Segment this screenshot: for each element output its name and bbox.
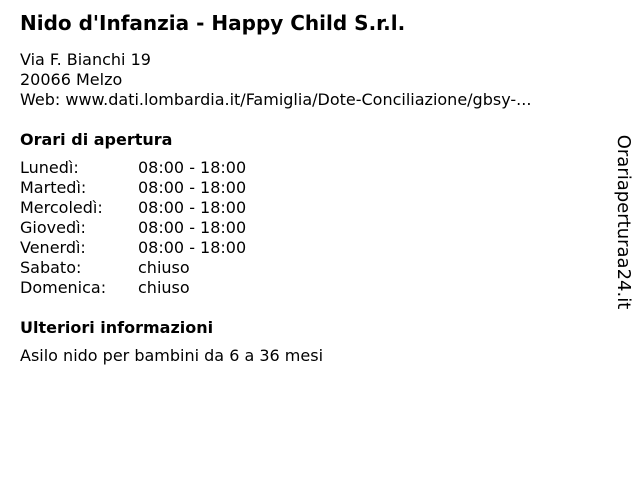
hours-row-sunday: [20, 278, 600, 298]
more-info-heading: Ulteriori informazioni: [20, 318, 214, 337]
opening-hours-table: [20, 158, 600, 298]
hours-row-friday: [20, 238, 600, 258]
more-info-text: Asilo nido per bambini da 6 a 36 mesi: [20, 346, 324, 365]
hours-row-tuesday: [20, 178, 600, 198]
day-label: Lunedì:: [20, 158, 79, 177]
day-label: Venerdì:: [20, 238, 86, 257]
time-value: 08:00 - 18:00: [138, 178, 247, 197]
place-title: Nido d'Infanzia - Happy Child S.r.l.: [20, 11, 406, 35]
website-line: [20, 90, 600, 110]
day-label: Martedì:: [20, 178, 87, 197]
day-label: Domenica:: [20, 278, 107, 297]
day-label: Giovedì:: [20, 218, 86, 237]
street-address: Via F. Bianchi 19: [20, 50, 151, 69]
place-card: [20, 10, 600, 366]
city-address: 20066 Melzo: [20, 70, 123, 89]
address-block: [20, 50, 600, 110]
hours-row-wednesday: [20, 198, 600, 218]
hours-row-monday: [20, 158, 600, 178]
time-value: 08:00 - 18:00: [138, 158, 247, 177]
day-label: Sabato:: [20, 258, 82, 277]
brand-watermark: Orariaperturaa24.it: [613, 134, 634, 310]
hours-row-saturday: [20, 258, 600, 278]
time-value: 08:00 - 18:00: [138, 238, 247, 257]
hours-row-thursday: [20, 218, 600, 238]
website-label: Web:: [20, 90, 61, 109]
time-value: chiuso: [138, 278, 190, 297]
website-link[interactable]: www.dati.lombardia.it/Famiglia/Dote-Conciliazione/gbsy-...: [65, 90, 532, 109]
day-label: Mercoledì:: [20, 198, 103, 217]
time-value: chiuso: [138, 258, 190, 277]
time-value: 08:00 - 18:00: [138, 198, 247, 217]
opening-hours-heading: Orari di apertura: [20, 130, 173, 149]
time-value: 08:00 - 18:00: [138, 218, 247, 237]
